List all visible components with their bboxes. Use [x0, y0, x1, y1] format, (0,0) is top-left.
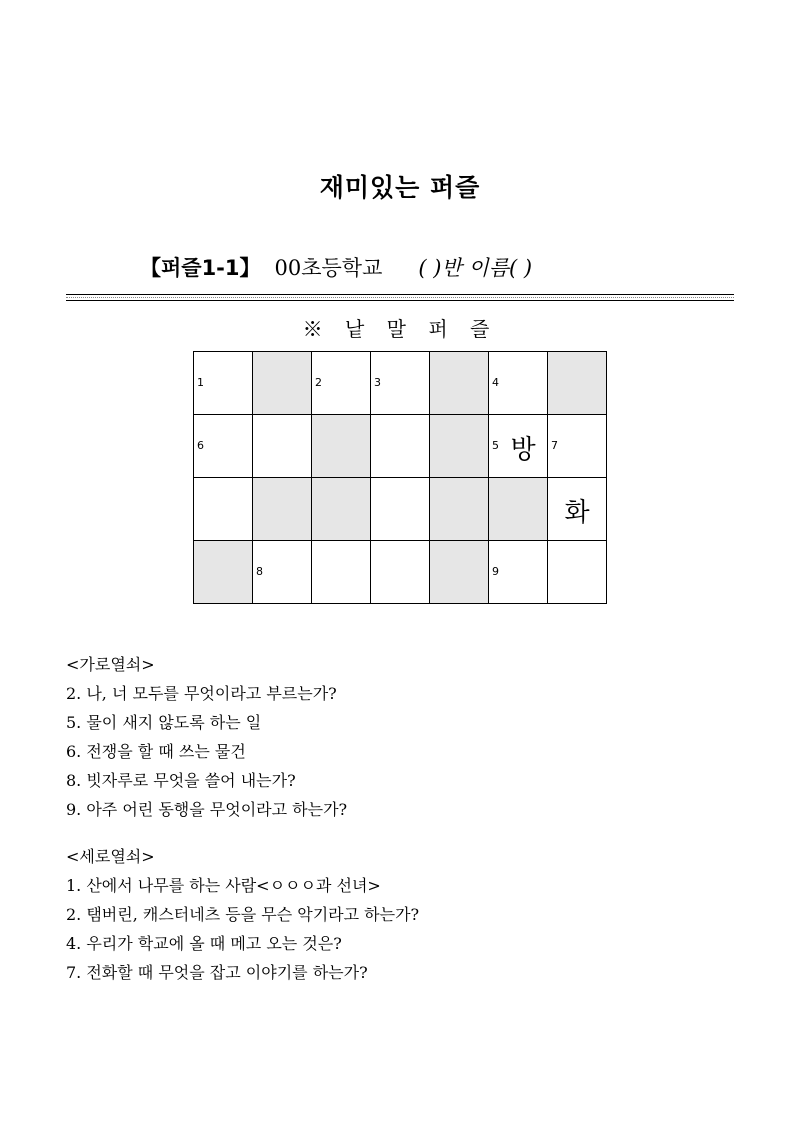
crossword-cell[interactable] — [194, 478, 253, 541]
crossword-grid — [193, 351, 607, 604]
clue-number: 9 — [492, 565, 499, 578]
crossword-cell-blocked — [489, 478, 548, 541]
crossword-cell-blocked — [312, 478, 371, 541]
down-heading: <세로열쇠> — [66, 847, 155, 866]
down-clue: 4. 우리가 학교에 올 때 메고 오는 것은? — [66, 934, 342, 953]
crossword-cell[interactable] — [194, 415, 253, 478]
crossword-cell-blocked — [548, 352, 607, 415]
down-clue: 1. 산에서 나무를 하는 사람<ㅇㅇㅇ과 선녀> — [66, 876, 381, 895]
crossword-cell[interactable] — [548, 478, 607, 541]
school-name: 00초등학교 — [274, 256, 383, 280]
puzzle-tag: 【퍼즐1-1】 — [140, 256, 261, 280]
clue-number: 2 — [315, 376, 322, 389]
class-name-field: ( )반 이름( ) — [418, 256, 533, 280]
puzzle-subtitle: ※ 낱 말 퍼 즐 — [302, 317, 498, 341]
crossword-cell-blocked — [430, 478, 489, 541]
clue-number: 7 — [551, 439, 558, 452]
crossword-cell[interactable] — [548, 415, 607, 478]
double-rule-divider — [66, 294, 734, 301]
crossword-cell[interactable] — [371, 478, 430, 541]
across-heading: <가로열쇠> — [66, 655, 155, 674]
across-clue: 8. 빗자루로 무엇을 쓸어 내는가? — [66, 771, 296, 790]
clue-number: 8 — [256, 565, 263, 578]
clue-number: 3 — [374, 376, 381, 389]
down-clue: 2. 탬버린, 캐스터네츠 등을 무슨 악기라고 하는가? — [66, 905, 420, 924]
crossword-cell[interactable] — [548, 541, 607, 604]
crossword-cell[interactable] — [489, 352, 548, 415]
crossword-cell[interactable] — [489, 541, 548, 604]
clue-number: 5 — [492, 439, 499, 452]
crossword-cell-blocked — [194, 541, 253, 604]
crossword-cell[interactable] — [371, 541, 430, 604]
crossword-cell[interactable] — [253, 541, 312, 604]
crossword-cell[interactable] — [194, 352, 253, 415]
clue-number: 4 — [492, 376, 499, 389]
crossword-cell[interactable] — [489, 415, 548, 478]
down-clue: 7. 전화할 때 무엇을 잡고 이야기를 하는가? — [66, 963, 368, 982]
crossword-cell[interactable] — [253, 415, 312, 478]
worksheet-header — [140, 252, 700, 282]
crossword-cell-blocked — [253, 352, 312, 415]
filled-letter: 화 — [564, 498, 590, 528]
clue-number: 6 — [197, 439, 204, 452]
crossword-cell-blocked — [430, 541, 489, 604]
down-clues — [66, 842, 746, 987]
crossword-cell-blocked — [430, 352, 489, 415]
crossword-cell[interactable] — [312, 541, 371, 604]
clue-number: 1 — [197, 376, 204, 389]
page-title: 재미있는 퍼즐 — [319, 173, 481, 202]
across-clue: 5. 물이 새지 않도록 하는 일 — [66, 713, 262, 732]
filled-letter: 방 — [510, 435, 536, 465]
crossword-cell-blocked — [312, 415, 371, 478]
across-clue: 6. 전쟁을 할 때 쓰는 물건 — [66, 742, 246, 761]
across-clue: 9. 아주 어린 동행을 무엇이라고 하는가? — [66, 800, 348, 819]
crossword-cell[interactable] — [371, 352, 430, 415]
across-clue: 2. 나, 너 모두를 무엇이라고 부르는가? — [66, 684, 337, 703]
across-clues — [66, 650, 746, 824]
crossword-cell-blocked — [430, 415, 489, 478]
crossword-cell[interactable] — [371, 415, 430, 478]
crossword-cell-blocked — [253, 478, 312, 541]
crossword-cell[interactable] — [312, 352, 371, 415]
